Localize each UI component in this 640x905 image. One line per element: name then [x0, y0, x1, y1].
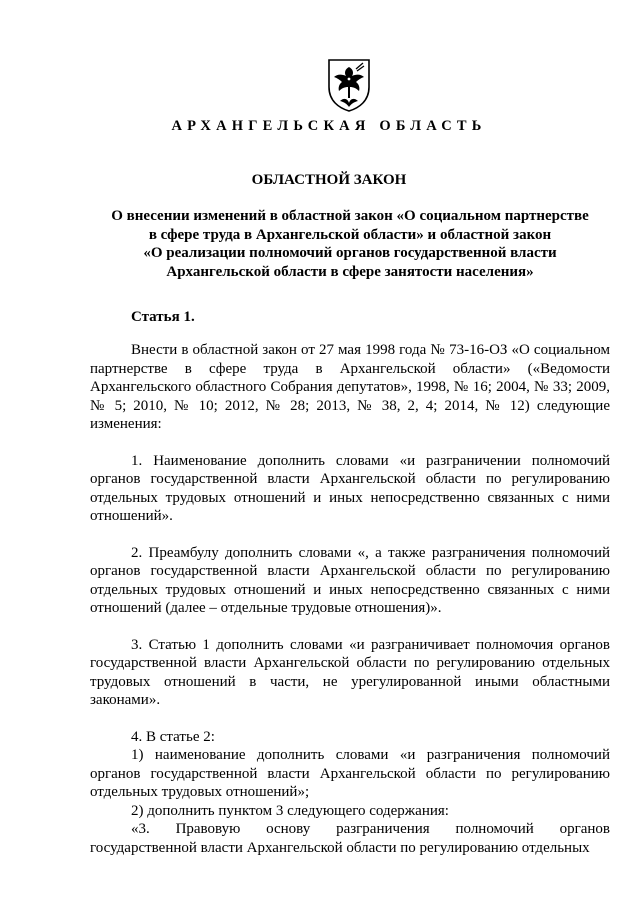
item-3: 3. Статью 1 дополнить словами «и разграничивает полномочия органов государственной власти Архангельской области по регулированию отдельных трудовых отношений в части, не урегулированной иными областными законами». — [90, 636, 610, 708]
article-body — [90, 341, 610, 857]
document-type: ОБЛАСТНОЙ ЗАКОН — [251, 172, 407, 188]
item-4-subitem-2-text: «3. Правовую основу разграничения полномочий органов государственной власти Архангельской области по регулированию отдельных — [90, 821, 610, 856]
law-title-line: в сфере труда в Архангельской области» и областной закон — [148, 226, 552, 243]
law-title — [90, 207, 610, 281]
item-4-subitem-1: 1) наименование дополнить словами «и разграничения полномочий органов государственной власти Архангельской области по регулированию отдельных трудовых отношений»; — [90, 747, 610, 800]
item-4-subitem-2: 2) дополнить пунктом 3 следующего содержания: — [131, 802, 449, 819]
article-heading: Статья 1. — [131, 309, 195, 325]
law-title-line: Архангельской области в сфере занятости населения» — [166, 263, 534, 280]
coat-of-arms-icon — [326, 57, 372, 113]
item-4: 4. В статье 2: — [131, 728, 215, 745]
article-intro: Внести в областной закон от 27 мая 1998 года № 73-16-ОЗ «О социальном партнерстве в сфере труда в Архангельской области» («Ведомости Архангельского областного Собрания депутатов», 1998, № 16; 2004, № 33; 2009, № 5; 2010, № 10; 2012, № 28; 2013, № 38, 2, 4; 2014, № 12) следующие изменения: — [90, 342, 610, 432]
item-2: 2. Преамбулу дополнить словами «, а также разграничения полномочий органов государственной власти Архангельской области по регулированию отдельных трудовых отношений и иных непосредственно связанных с ними отношений (далее – отдельные трудовые отношения)». — [90, 544, 610, 616]
law-title-line: «О реализации полномочий органов государственной власти — [143, 245, 557, 261]
region-name: АРХАНГЕЛЬСКАЯ ОБЛАСТЬ — [171, 118, 487, 134]
item-1: 1. Наименование дополнить словами «и разграничении полномочий органов государственной власти Архангельской области по регулированию отдельных трудовых отношений и иных непосредственно связанных с ними отношений». — [90, 452, 610, 524]
law-title-line: О внесении изменений в областной закон «О социальном партнерстве — [111, 208, 589, 224]
